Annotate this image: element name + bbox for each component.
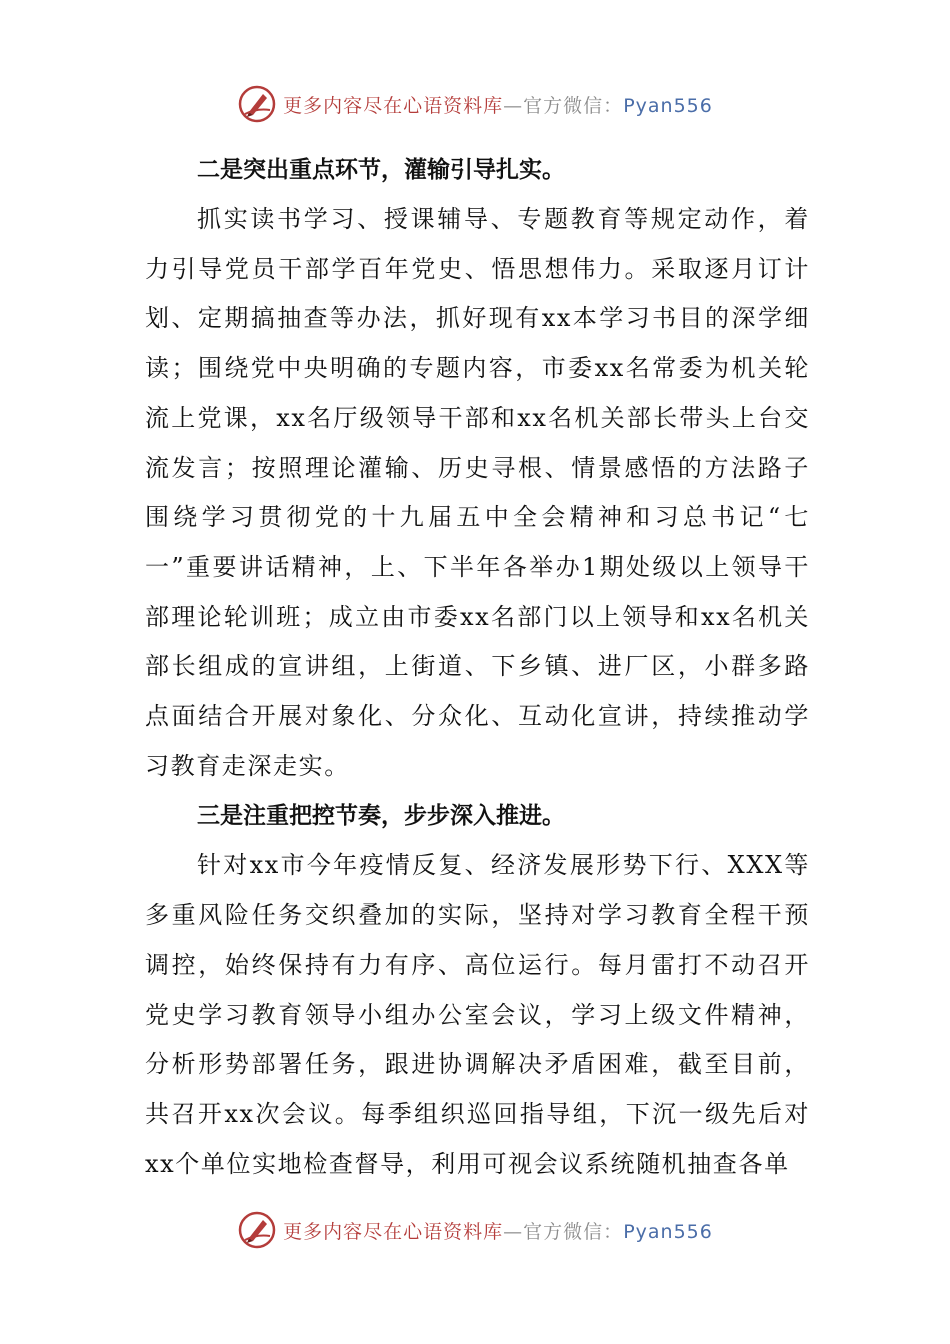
watermark-brand: 更多内容尽在心语资料库 [283, 1220, 504, 1243]
pen-logo-icon [237, 1210, 277, 1250]
watermark-text [283, 91, 713, 118]
watermark-dash: — [503, 1220, 524, 1243]
header-watermark [0, 82, 950, 126]
watermark-wechat-label: 官方微信： [523, 1220, 624, 1243]
document-body [145, 145, 810, 1189]
watermark-wechat-label: 官方微信： [523, 94, 624, 117]
section-paragraph: 抓实读书学习、授课辅导、专题教育等规定动作，着力引导党员干部学百年党史、悟思想伟力。采取逐月订计划、定期搞抽查等办法，抓好现有xx本学习书目的深学细读；围绕党中央明确的专题内容，市委xx名常委为机关轮流上党课，xx名厅级领导干部和xx名机关部长带头上台交流发言；按照理论灌输、历史寻根、情景感悟的方法路子围绕学习贯彻党的十九届五中全会精神和习总书记“七一”重要讲话精神，上、下半年各举办1期处级以上领导干部理论轮训班；成立由市委xx名部门以上领导和xx名机关部长组成的宣讲组，上街道、下乡镇、进厂区，小群多路点面结合开展对象化、分众化、互动化宣讲，持续推动学习教育走深走实。 [145, 205, 810, 780]
watermark-dash: — [503, 94, 524, 117]
watermark-brand: 更多内容尽在心语资料库 [283, 94, 504, 117]
section-paragraph: 针对xx市今年疫情反复、经济发展形势下行、XXX等多重风险任务交织叠加的实际，坚持对学习教育全程干预调控，始终保持有力有序、高位运行。每月雷打不动召开党史学习教育领导小组办公室会议，学习上级文件精神，分析形势部署任务，跟进协调解决矛盾困难，截至目前，共召开xx次会议。每季组织巡回指导组，下沉一级先后对xx个单位实地检查督导，利用可视会议系统随机抽查各单 [145, 851, 810, 1178]
pen-logo-icon [237, 84, 277, 124]
watermark-wechat-id: Pyan556 [623, 1220, 713, 1243]
section-heading: 二是突出重点环节，灌输引导扎实。 [197, 157, 565, 183]
watermark-wechat-id: Pyan556 [623, 94, 713, 117]
section-heading: 三是注重把控节奏，步步深入推进。 [197, 803, 565, 830]
footer-watermark [0, 1208, 950, 1252]
watermark-text [283, 1217, 713, 1244]
